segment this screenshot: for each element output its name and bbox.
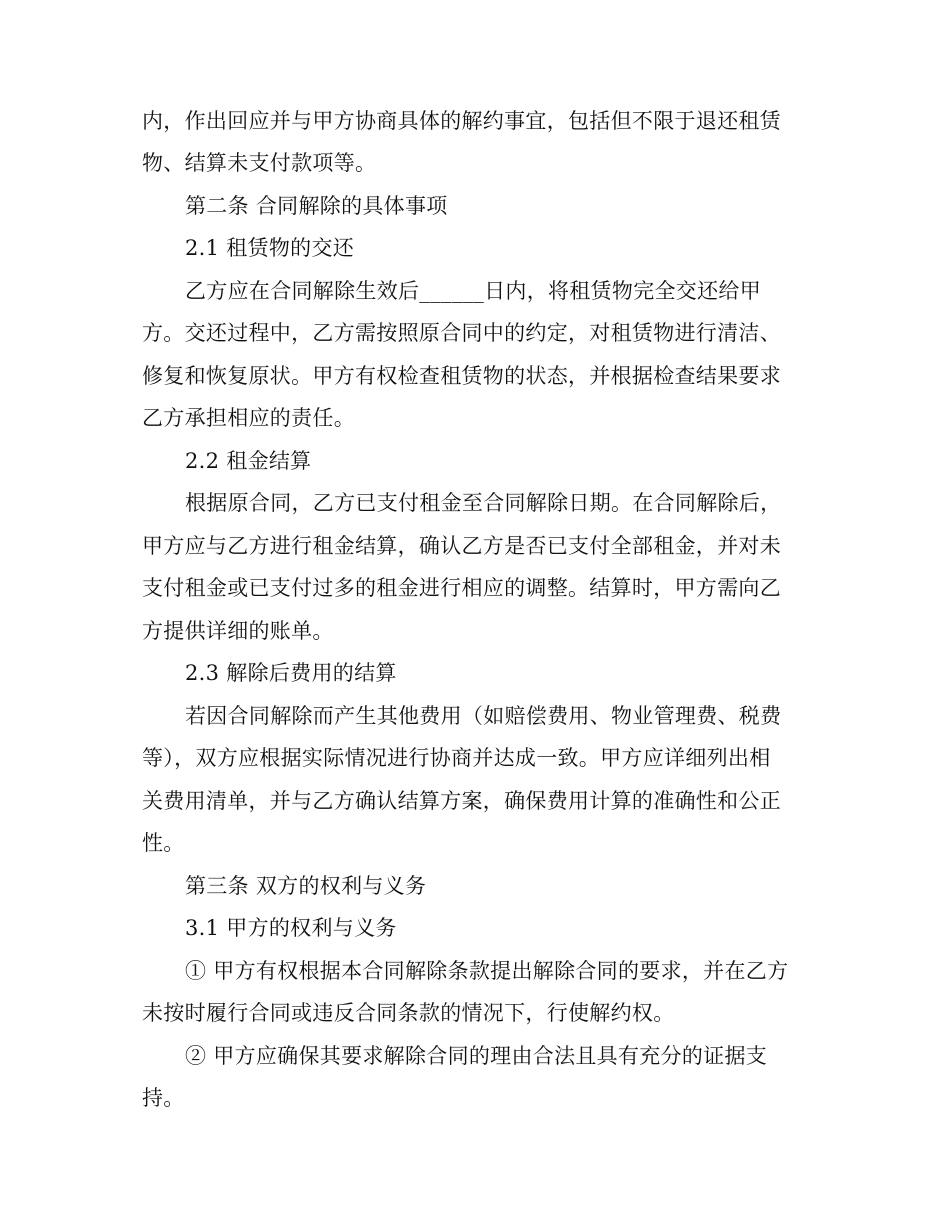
paragraph-line: 方提供详细的账单。	[142, 619, 334, 643]
paragraph-line: 乙方承担相应的责任。	[142, 406, 355, 430]
paragraph-line: 若因合同解除而产生其他费用（如赔偿费用、物业管理费、税费	[185, 704, 782, 728]
paragraph-line: 等），双方应根据实际情况进行协商并达成一致。甲方应详细列出相	[142, 746, 771, 770]
subsection-heading: 3.1 甲方的权利与义务	[185, 916, 397, 940]
paragraph-line: 持。	[142, 1086, 185, 1110]
paragraph-line: 根据原合同，乙方已支付租金至合同解除日期。在合同解除后，	[185, 491, 782, 515]
subsection-heading: 2.2 租金结算	[185, 449, 312, 473]
paragraph-line: 关费用清单，并与乙方确认结算方案，确保费用计算的准确性和公正	[142, 789, 781, 813]
section-heading: 第三条 双方的权利与义务	[185, 874, 427, 898]
paragraph-line: 性。	[142, 831, 185, 855]
paragraph-line: 乙方应在合同解除生效后______日内，将租赁物完全交还给甲	[185, 279, 761, 303]
subsection-heading: 2.1 租赁物的交还	[185, 236, 355, 260]
subsection-heading: 2.3 解除后费用的结算	[185, 661, 397, 685]
paragraph-line: 修复和恢复原状。甲方有权检查租赁物的状态，并根据检查结果要求	[142, 364, 781, 388]
paragraph-line: 支付租金或已支付过多的租金进行相应的调整。结算时，甲方需向乙	[142, 576, 781, 600]
paragraph-line: 物、结算未支付款项等。	[142, 151, 377, 175]
section-heading: 第二条 合同解除的具体事项	[185, 194, 448, 218]
paragraph-line: 内，作出回应并与甲方协商具体的解约事宜，包括但不限于退还租赁	[142, 109, 781, 133]
paragraph-line: 未按时履行合同或违反合同条款的情况下，行使解约权。	[142, 1001, 675, 1025]
paragraph-line: ① 甲方有权根据本合同解除条款提出解除合同的要求，并在乙方	[185, 959, 789, 983]
paragraph-line: ② 甲方应确保其要求解除合同的理由合法且具有充分的证据支	[185, 1044, 768, 1068]
paragraph-line: 方。交还过程中，乙方需按照原合同中的约定，对租赁物进行清洁、	[142, 321, 781, 345]
paragraph-line: 甲方应与乙方进行租金结算，确认乙方是否已支付全部租金，并对未	[142, 534, 781, 558]
